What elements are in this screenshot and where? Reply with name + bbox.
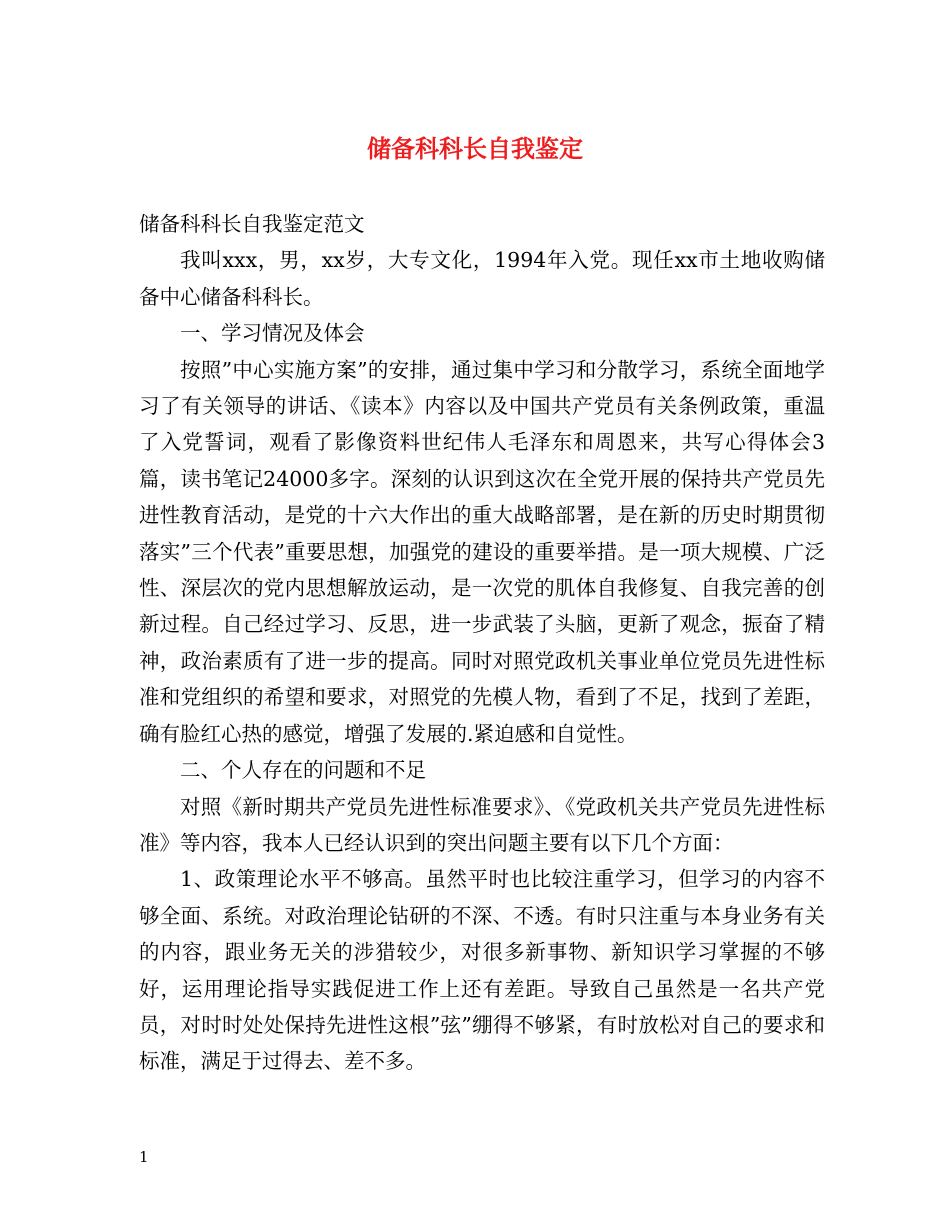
- document-subtitle: 储备科科长自我鉴定范文: [139, 212, 365, 236]
- section-heading-study: 一、学习情况及体会: [180, 321, 365, 346]
- section-heading-problems: 二、个人存在的问题和不足: [180, 758, 426, 783]
- paragraph-problems-intro: 对照《新时期共产党员先进性标准要求》、《党政机关共产党员先进性标准》等内容，我本人已经认识到的突出问题主要有以下几个方面：: [139, 794, 825, 855]
- paragraph-problem-1: 1、政策理论水平不够高。虽然平时也比较注重学习，但学习的内容不够全面、系统。对政治理论钻研的不深、不透。有时只注重与本身业务有关的内容，跟业务无关的涉猎较少，对很多新事物、新知识学习掌握的不够好，运用理论指导实践促进工作上还有差距。导致自己虽然是一名共产党员，对时时处处保持先进性这根”弦”绷得不够紧，有时放松对自己的要求和标准，满足于过得去、差不多。: [139, 867, 825, 1074]
- page-number: 1: [139, 1148, 149, 1166]
- document-title: 储备科科长自我鉴定: [367, 134, 583, 163]
- paragraph-study: 按照”中心实施方案”的安排，通过集中学习和分散学习，系统全面地学习了有关领导的讲话、《读本》内容以及中国共产党员有关条例政策，重温了入党誓词，观看了影像资料世纪伟人毛泽东和周恩来，共写心得体会3篇，读书笔记24000多字。深刻的认识到这次在全党开展的保持共产党员先进性教育活动，是党的十六大作出的重大战略部署，是在新的历史时期贯彻落实”三个代表”重要思想，加强党的建设的重要举措。是一项大规模、广泛性、深层次的党内思想解放运动，是一次党的肌体自我修复、自我完善的创新过程。自己经过学习、反思，进一步武装了头脑，更新了观念，振奋了精神，政治素质有了进一步的提高。同时对照党政机关事业单位党员先进性标准和党组织的希望和要求，对照党的先模人物，看到了不足，找到了差距，确有脸红心热的感觉，增强了发展的.紧迫感和自觉性。: [139, 357, 825, 746]
- document-body: [139, 206, 825, 1080]
- paragraph-intro: 我叫xxx，男，xx岁，大专文化，1994年入党。现任xx市土地收购储备中心储备科科长。: [139, 248, 825, 309]
